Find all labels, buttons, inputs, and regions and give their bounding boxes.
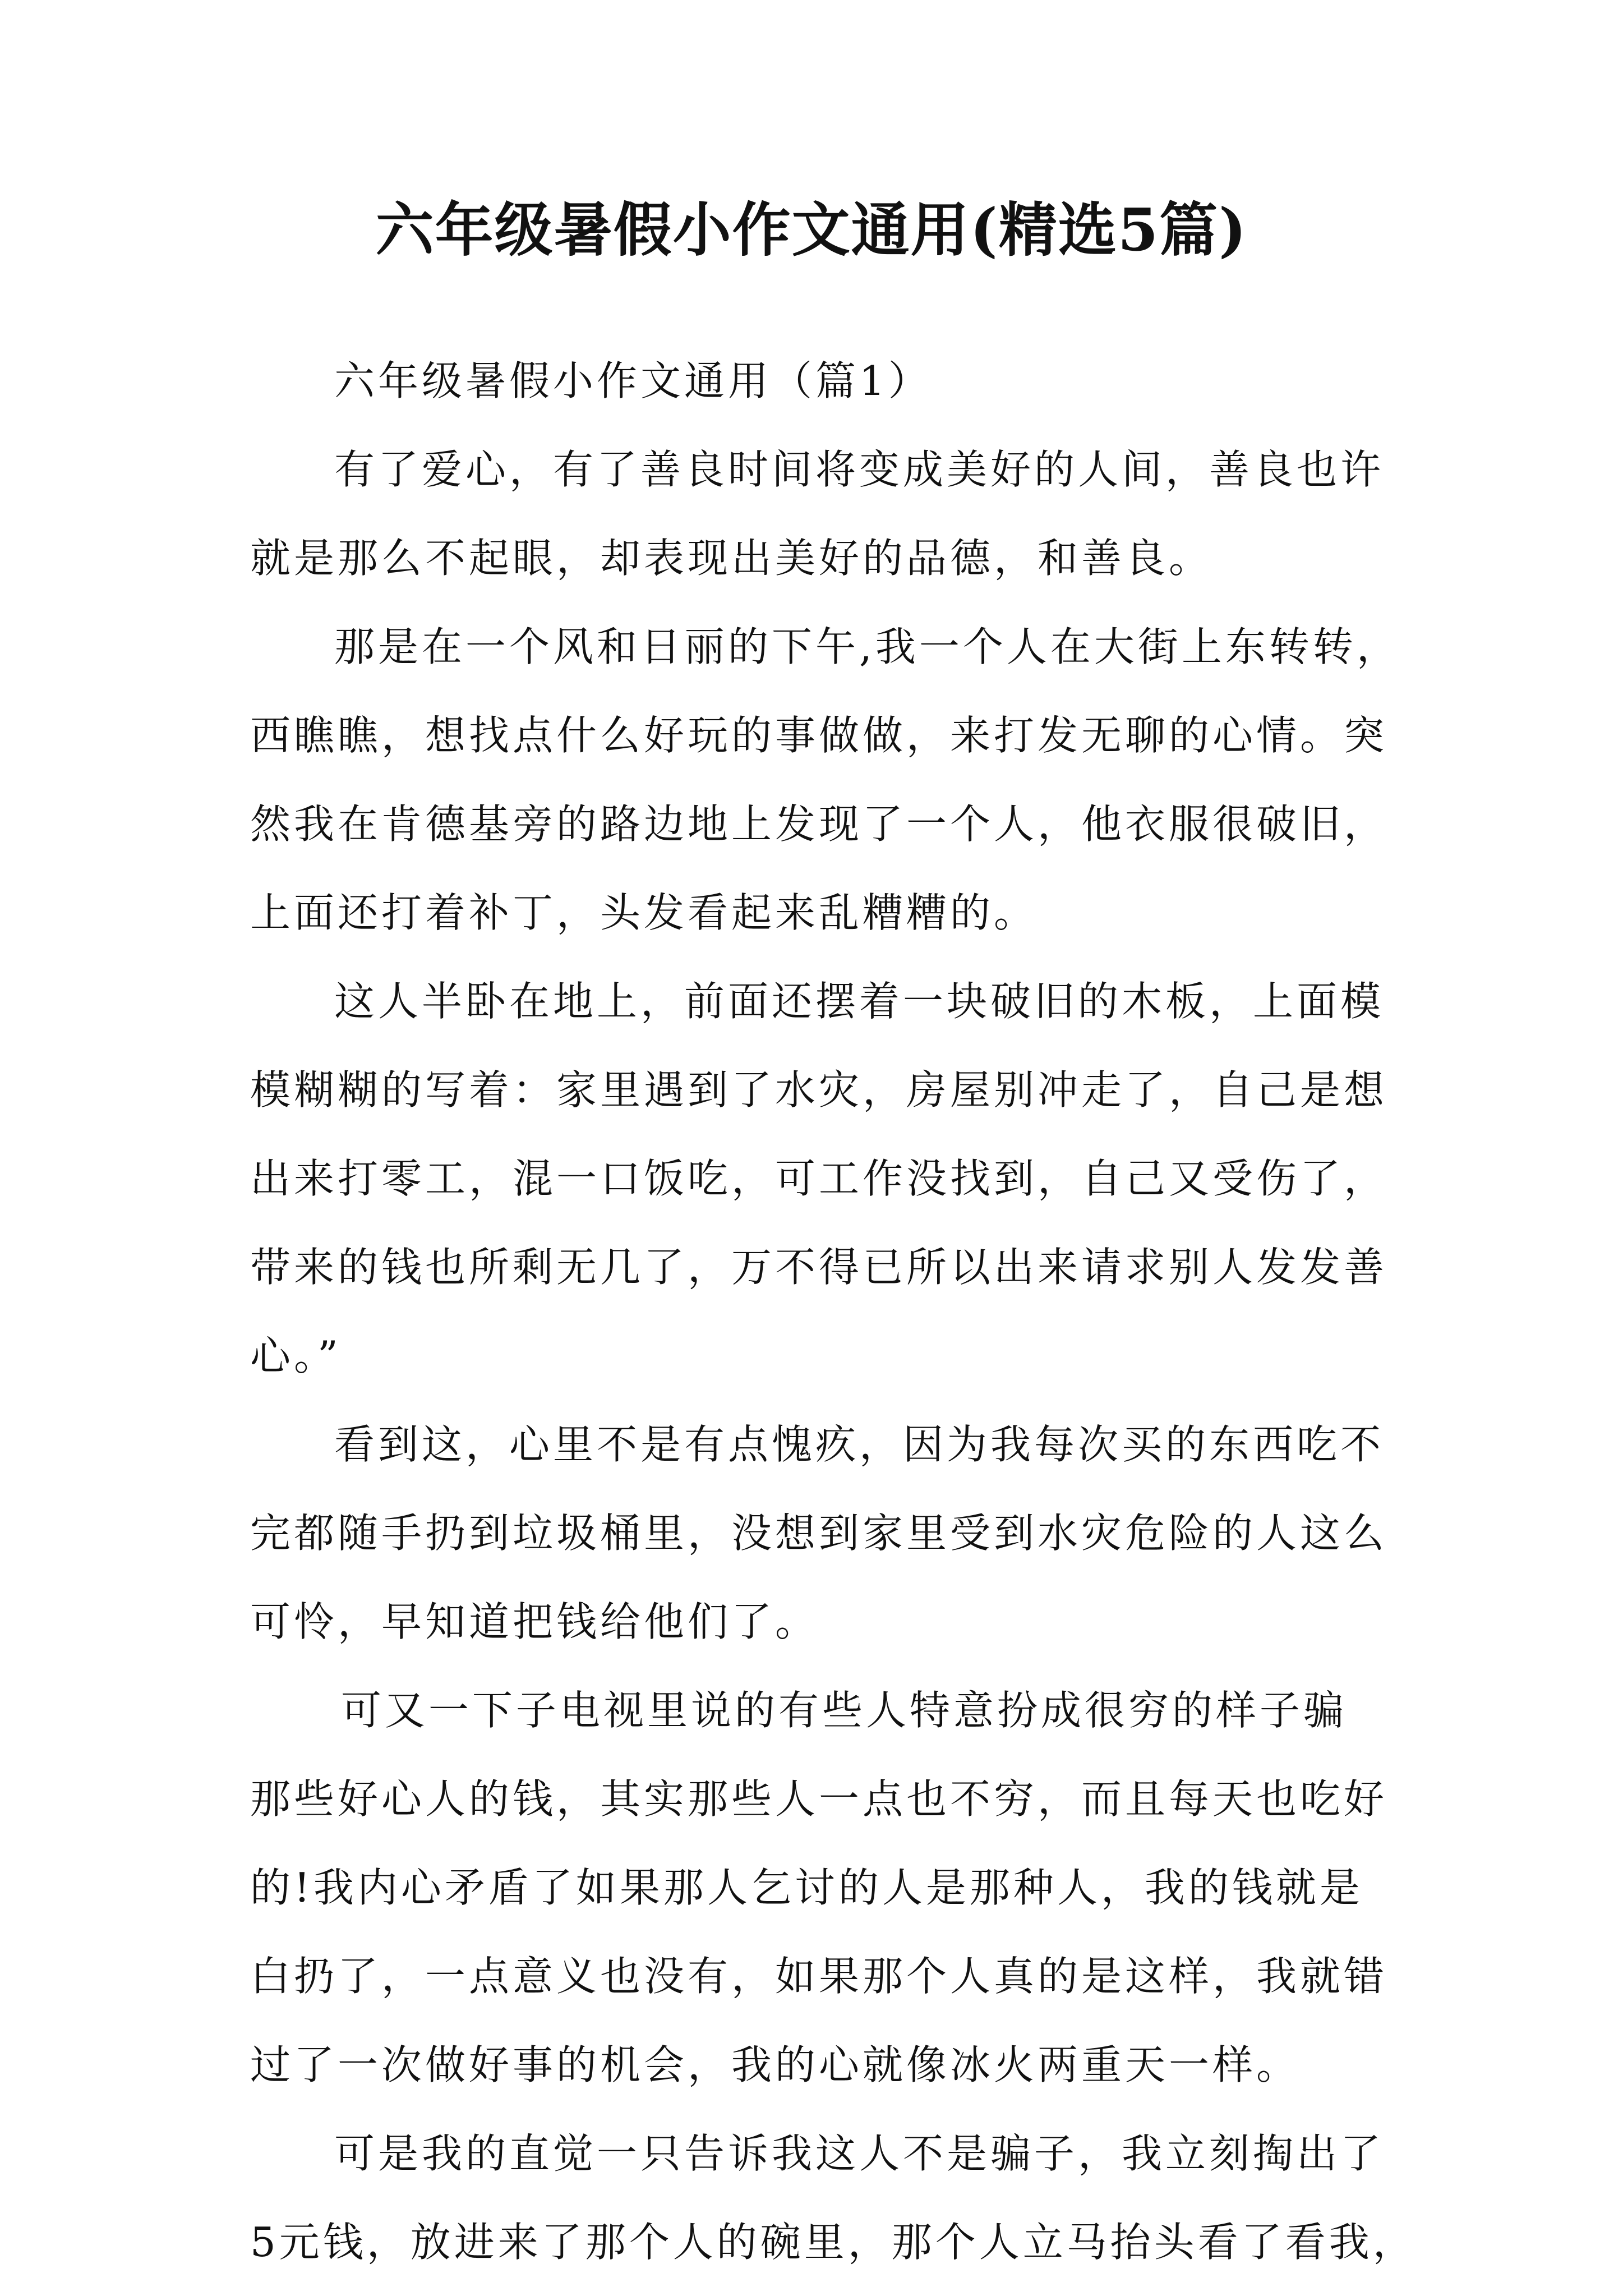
paragraph-line: 模糊糊的写着：家里遇到了水灾，房屋别冲走了，自己是想 bbox=[250, 1066, 1388, 1114]
paragraph-line: 上面还打着补丁，头发看起来乱糟糟的。 bbox=[250, 889, 1038, 936]
paragraph-line: 西瞧瞧，想找点什么好玩的事做做，来打发无聊的心情。突 bbox=[250, 712, 1388, 759]
paragraph-line: 可怜，早知道把钱给他们了。 bbox=[250, 1598, 819, 1645]
paragraph-line: 出来打零工，混一口饭吃，可工作没找到，自己又受伤了， bbox=[250, 1155, 1388, 1202]
paragraph-line: 那是在一个风和日丽的下午,我一个人在大街上东转转， bbox=[334, 623, 1400, 670]
paragraph-line: 就是那么不起眼，却表现出美好的品德，和善良。 bbox=[250, 535, 1213, 582]
paragraph-line: 心。” bbox=[250, 1332, 342, 1379]
paragraph-line: 完都随手扔到垃圾桶里，没想到家里受到水灾危险的人这么 bbox=[250, 1510, 1388, 1557]
paragraph-line: 带来的钱也所剩无几了，万不得已所以出来请求别人发发善 bbox=[250, 1244, 1388, 1291]
paragraph-line: 5元钱，放进来了那个人的碗里，那个人立马抬头看了看我， bbox=[250, 2219, 1417, 2266]
paragraph-line: 过了一次做好事的机会，我的心就像冰火两重天一样。 bbox=[250, 2041, 1301, 2088]
paragraph-line: 有了爱心，有了善良时间将变成美好的人间，善良也许 bbox=[334, 446, 1385, 493]
document-body bbox=[250, 337, 1417, 2286]
paragraph-line: 那些好心人的钱，其实那些人一点也不穷，而且每天也吃好 bbox=[250, 1775, 1388, 1823]
document-title: 六年级暑假小作文通用(精选5篇) bbox=[375, 195, 1248, 264]
section-heading: 六年级暑假小作文通用（篇1） bbox=[334, 357, 932, 404]
paragraph-line: 可是我的直觉一只告诉我这人不是骗子，我立刻掏出了 bbox=[334, 2130, 1385, 2177]
paragraph-line: 可又一下子电视里说的有些人特意扮成很穷的样子骗 bbox=[341, 1687, 1348, 1734]
paragraph-line: 的!我内心矛盾了如果那人乞讨的人是那种人，我的钱就是 bbox=[250, 1864, 1363, 1911]
paragraph-line: 这人半卧在地上，前面还摆着一块破旧的木板，上面模 bbox=[334, 978, 1385, 1025]
paragraph-line: 然我在肯德基旁的路边地上发现了一个人，他衣服很破旧， bbox=[250, 800, 1388, 848]
paragraph-line: 看到这，心里不是有点愧疚，因为我每次买的东西吃不 bbox=[334, 1421, 1385, 1468]
paragraph-line: 白扔了，一点意义也没有，如果那个人真的是这样，我就错 bbox=[250, 1953, 1388, 2000]
